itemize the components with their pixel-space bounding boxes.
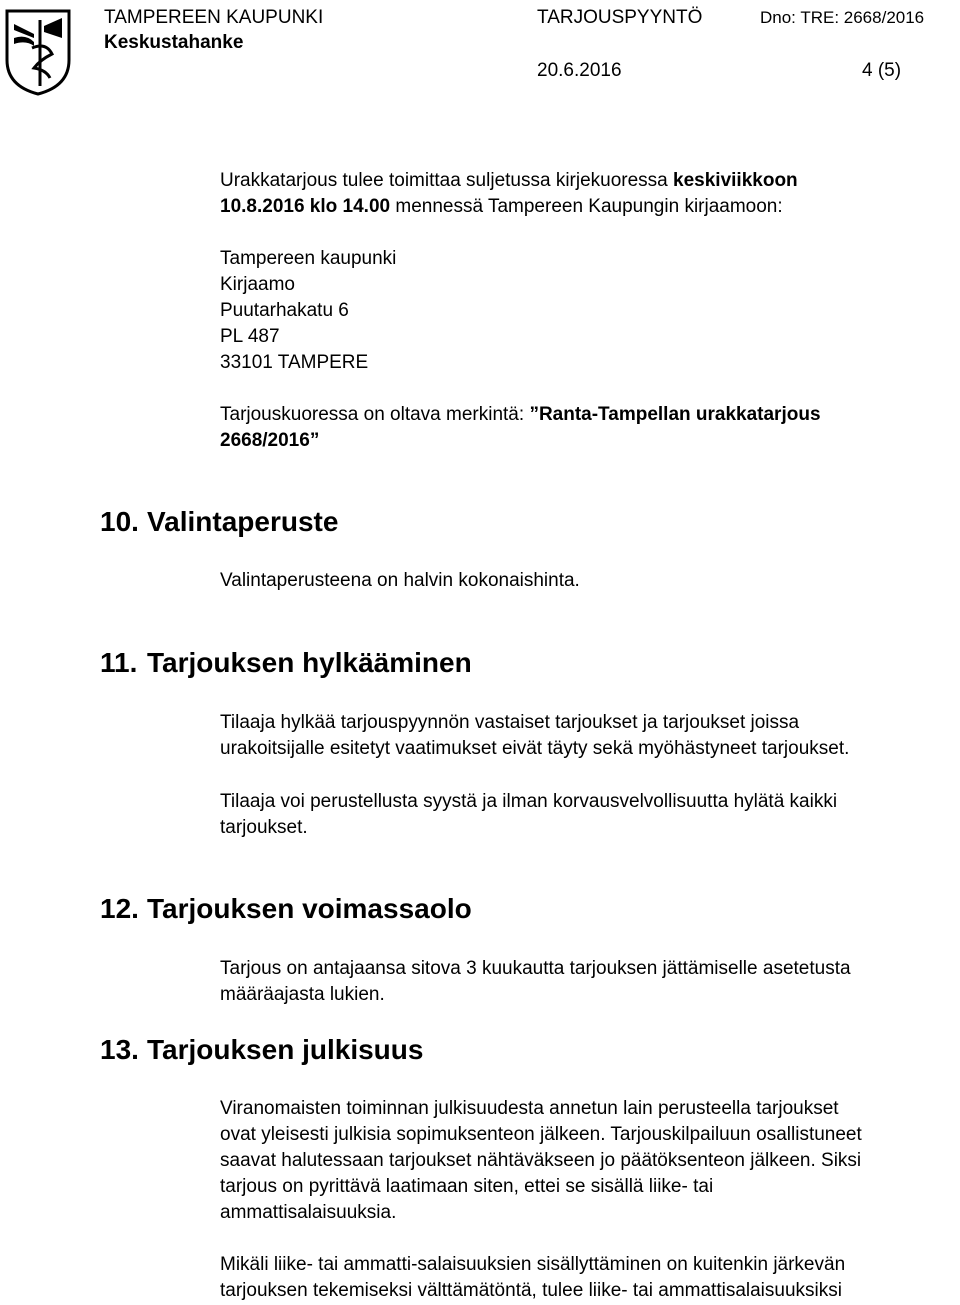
section-13-paragraph-1: Viranomaisten toiminnan julkisuudesta annetun lain perusteella tarjoukset ovat yleisesti julkisia sopimuksenteon jälkeen. Tarjouskilpailuun osallistuneet saavat halutessaan tarjoukset nähtäväkseen jo päätöksenteon jälkeen. Siksi tarjous on pyrittävä laatimaan siten, ettei se sisällä liike- tai ammattisalaisuuksia. xyxy=(220,1098,862,1223)
address-line: 33101 TAMPERE xyxy=(220,352,369,373)
section-11-paragraph-1: Tilaaja hylkää tarjouspyynnön vastaiset tarjoukset ja tarjoukset joissa urakoitsijalle esitetyt vaatimukset eivät täyty sekä myöhästyneet tarjoukset. xyxy=(220,712,850,759)
section-10-paragraph: Valintaperusteena on halvin kokonaishinta. xyxy=(220,570,580,591)
section-10-heading: 10. Valintaperuste xyxy=(100,506,339,537)
city-crest-logo xyxy=(4,8,72,96)
address-block xyxy=(220,246,396,376)
envelope-marking: Tarjouskuoressa on oltava merkintä: ”Ranta-Tampellan urakkatarjous 2668/2016” xyxy=(220,404,821,451)
section-13-heading: 13. Tarjouksen julkisuus xyxy=(100,1034,424,1065)
section-12-paragraph: Tarjous on antajaansa sitova 3 kuukautta tarjouksen jättämiselle asetetusta määräajasta lukien. xyxy=(220,958,851,1005)
intro-paragraph: Urakkatarjous tulee toimittaa suljetussa kirjekuoressa keskiviikkoon 10.8.2016 klo 14.00 mennessä Tampereen Kaupungin kirjaamoon: xyxy=(220,170,798,217)
address-line: PL 487 xyxy=(220,326,280,347)
section-13-paragraph-2: Mikäli liike- tai ammatti-salaisuuksien sisällyttäminen on kuitenkin järkevän tarjouksen tekemiseksi välttämätöntä, tulee liike- tai ammattisalaisuuksiksi xyxy=(220,1254,846,1301)
header-date: 20.6.2016 xyxy=(537,60,622,81)
address-line: Tampereen kaupunki xyxy=(220,248,397,269)
address-line: Kirjaamo xyxy=(220,274,295,295)
header-unit: Keskustahanke xyxy=(104,32,244,53)
header-organization: TAMPEREEN KAUPUNKI xyxy=(104,7,324,28)
address-line: Puutarhakatu 6 xyxy=(220,300,349,321)
section-11-paragraph-2: Tilaaja voi perustellusta syystä ja ilman korvausvelvollisuutta hylätä kaikki tarjoukset. xyxy=(220,791,838,838)
section-11-heading: 11. Tarjouksen hylkääminen xyxy=(100,647,472,678)
header-doc-type: TARJOUSPYYNTÖ xyxy=(537,7,703,28)
header-page-number: 4 (5) xyxy=(862,60,902,81)
section-12-heading: 12. Tarjouksen voimassaolo xyxy=(100,893,472,924)
header-doc-number: Dno: TRE: 2668/2016 xyxy=(760,8,925,27)
